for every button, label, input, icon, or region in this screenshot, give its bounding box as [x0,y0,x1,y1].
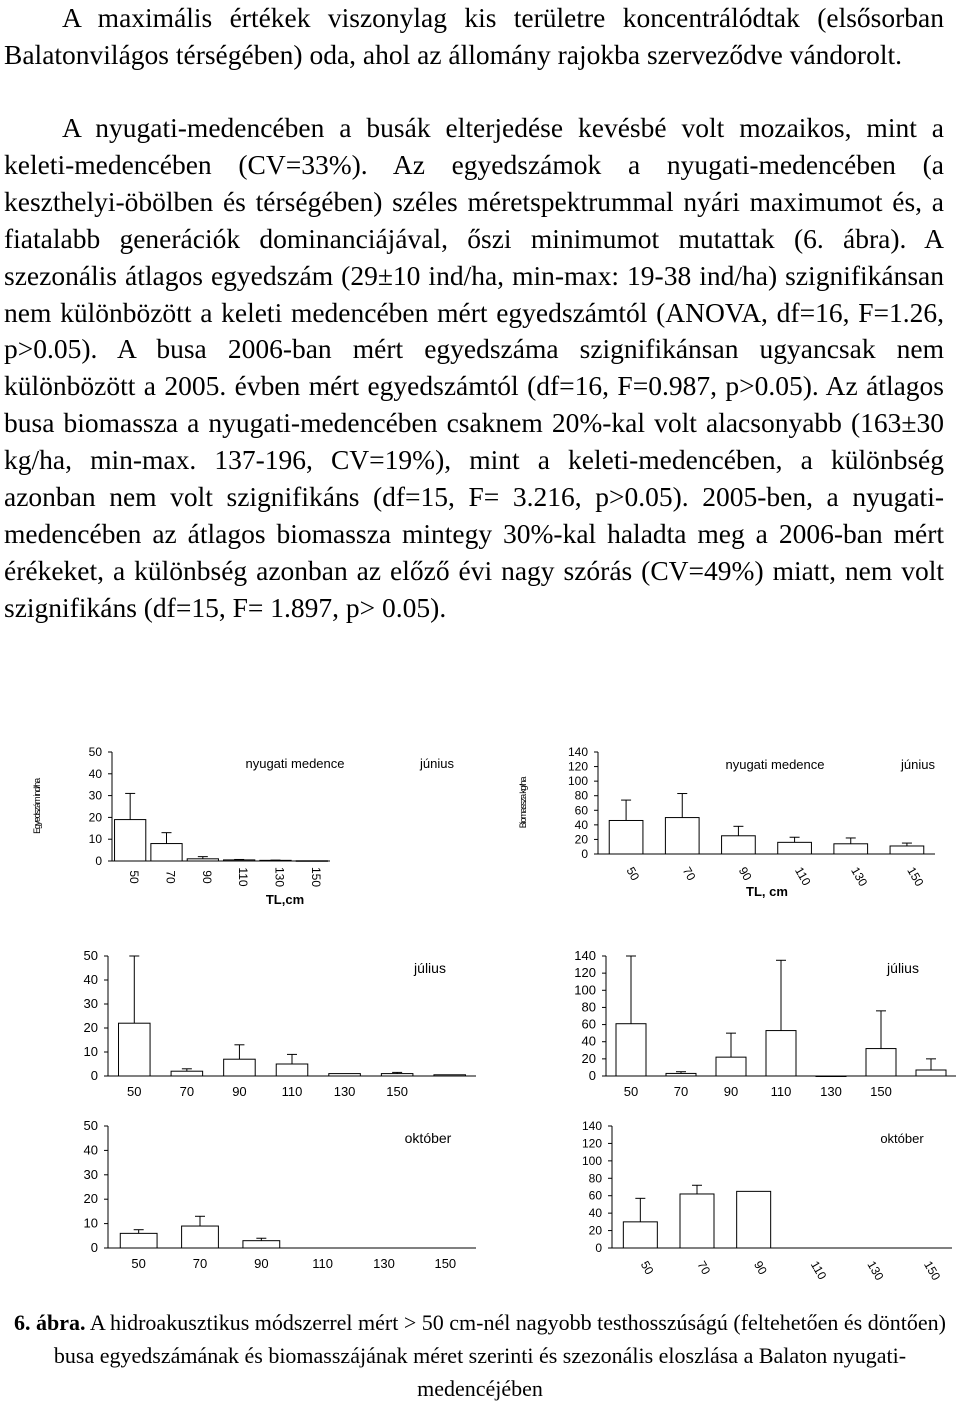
bar [609,820,643,854]
x-tick-label: 110 [791,864,814,889]
bar [224,860,255,861]
bar [680,1194,714,1248]
bar [665,818,699,854]
y-tick-label: 30 [83,1166,98,1182]
bar [329,1074,361,1076]
y-tick-label: 30 [83,996,98,1011]
x-tick-label: 90 [254,1256,269,1271]
x-tick-label: 90 [232,1084,247,1099]
bar [716,1057,746,1076]
bar [866,1049,896,1076]
x-tick-label: 130 [333,1084,356,1099]
y-tick-label: 60 [574,803,588,818]
chart-annotation: július [887,960,919,976]
y-tick-label: 120 [581,1136,602,1151]
y-tick-label: 120 [567,759,588,774]
y-tick-label: 0 [90,1240,98,1255]
bar [434,1075,466,1076]
y-tick-label: 80 [574,788,588,803]
bar [171,1071,203,1076]
x-tick-label: 50 [127,1084,142,1099]
bar [182,1226,219,1248]
caption-label: 6. ábra. [14,1310,86,1335]
paragraph-1: A maximális értékek viszonylag kis területre koncentrálódtak (elsősorban Balatonvilágos térségében) oda, ahol az állomány rajokba szerveződve vándorolt. [4,2,944,70]
y-tick-label: 100 [581,1153,602,1168]
y-tick-label: 40 [581,1033,596,1049]
y-tick-label: 0 [595,1241,602,1255]
bar [737,1191,771,1248]
y-tick-label: 10 [83,1215,98,1231]
bar [890,846,924,854]
chart-title: nyugati medence [725,757,825,772]
x-tick-label: 110 [281,1084,303,1099]
x-tick-label: 150 [870,1084,892,1099]
x-tick-label: 70 [679,864,699,884]
bar [151,844,182,861]
bar [187,859,218,861]
y-tick-label: 50 [83,1118,98,1133]
y-tick-label: 20 [83,1020,98,1035]
y-tick-label: 20 [574,832,588,847]
bar [623,1222,657,1248]
x-tick-label: 50 [637,1258,657,1278]
paragraph-2: A nyugati-medencében a busák elterjedése kevésbé volt mozaikos, mint a keleti-medencében (CV=33%). Az egyedszámok a nyugati-medencében (a keszthelyi-öbölben és térségében) széles méretspektrummal nyári maximumot és, a fiatalabb generációk dominanciájával, őszi minimumot mutattak (6. ábra). A szezonális átlagos egyedszám (29±10 ind/ha, min-max: 19-38 ind/ha) szignifikánsan nem különbözött a keleti medencében mért egyedszámtól (ANOVA, df=16, F=1.26, p>0.05). A busa 2006-ban mért egyedszáma szignifikánsan ugyancsak nem különbözött a 2005. évben mért egyedszámtól (df=16, F=0.987, p>0.05). Az átlagos busa biomassza a nyugati-medencében csaknem 20%-kal volt alacsonyabb (163±30 kg/ha, min-max. 137-196, CV=19%), mint a keleti-medencében, a különbség azonban nem volt szignifikáns (df=15, F= 3.216, p>0.05). 2005-ben, a nyugati-medencében az átlagos biomassza mintegy 30%-kal haladta meg a 2006-ban mért érékeket, a különbség azonban az előző évi nagy szórás (CV=49%) miatt, nem volt szignifikáns (df=15, F= 1.897, p> 0.05). [4,112,944,623]
y-tick-label: 40 [88,766,102,781]
x-tick-label: 90 [735,864,755,884]
y-tick-label: 0 [90,1068,98,1083]
y-tick-label: 30 [88,788,102,803]
x-tick-label: 70 [179,1084,195,1099]
x-tick-label: 50 [131,1256,146,1271]
bar [816,1076,846,1077]
x-tick-label: 150 [308,866,323,888]
caption-text: A hidroakusztikus módszerrel mért > 50 cm-nél nagyobb testhosszúságú (feltehetően és döntően) busa egyedszámának és biomasszájának méret szerinti és szezonális eloszlása a Balaton nyugati-medencéjében [53,1310,946,1401]
x-tick-label: 130 [272,866,287,888]
x-tick-label: 110 [236,867,251,887]
chart-title: nyugati medence [245,756,345,771]
x-tick-label: 150 [434,1256,457,1271]
figure-caption [0,1306,960,1405]
x-tick-label: 90 [723,1084,739,1099]
x-axis-label: TL,cm [265,892,305,907]
y-tick-label: 100 [574,982,596,998]
y-tick-label: 140 [574,948,596,963]
y-tick-label: 50 [88,745,102,759]
x-tick-label: 50 [127,870,142,884]
x-axis-label: TL, cm [746,884,788,899]
y-tick-label: 20 [83,1191,98,1207]
x-tick-label: 150 [921,1258,944,1283]
bar [916,1070,946,1076]
bar [119,1023,151,1076]
x-tick-label: 70 [673,1084,689,1099]
bar [381,1074,413,1076]
x-tick-label: 130 [848,864,871,889]
chart-annotation: június [420,756,454,771]
chart-annotation: október [404,1130,452,1146]
y-axis-label: Biomassza kg/ha [518,777,528,829]
bar [260,860,291,861]
y-tick-label: 20 [581,1050,596,1066]
x-tick-label: 130 [820,1084,842,1099]
x-tick-label: 70 [163,870,178,884]
y-tick-label: 0 [581,847,588,861]
y-tick-label: 140 [567,745,588,759]
bar [666,1073,696,1076]
chart-annotation: október [880,1131,924,1146]
y-tick-label: 80 [581,999,596,1015]
y-tick-label: 40 [588,1206,602,1221]
y-tick-label: 100 [567,774,588,789]
bar [616,1024,646,1076]
y-tick-label: 20 [88,810,102,825]
bar [276,1064,308,1076]
x-tick-label: 70 [192,1256,208,1271]
bar [766,1031,796,1076]
bar [778,842,812,854]
x-tick-label: 110 [770,1084,792,1099]
x-tick-label: 150 [904,864,927,889]
y-tick-label: 120 [574,965,596,981]
y-tick-label: 20 [588,1223,602,1238]
x-tick-label: 90 [751,1258,770,1278]
x-tick-label: 110 [807,1258,830,1283]
y-tick-label: 80 [588,1171,602,1186]
x-tick-label: 90 [199,870,214,884]
y-tick-label: 0 [95,854,102,868]
bar [120,1233,157,1248]
y-tick-label: 40 [83,972,98,987]
y-tick-label: 40 [574,817,588,832]
bar [296,861,327,862]
y-axis-label: Egyedszám ind/ha [32,779,42,834]
x-tick-label: 130 [864,1258,887,1283]
y-tick-label: 40 [83,1142,98,1158]
x-tick-label: 150 [386,1084,408,1099]
x-tick-label: 50 [623,864,643,884]
x-tick-label: 70 [694,1258,714,1278]
bar [834,844,868,854]
y-tick-label: 140 [581,1119,602,1133]
y-tick-label: 60 [588,1188,602,1203]
chart-annotation: július [414,960,446,976]
bar [115,820,146,861]
x-tick-label: 110 [312,1256,334,1271]
y-tick-label: 50 [83,948,98,963]
y-tick-label: 10 [88,832,102,847]
bar [224,1059,256,1076]
chart-annotation: június [901,757,935,772]
bar [243,1241,280,1248]
x-tick-label: 50 [623,1084,639,1099]
bar [722,836,756,854]
y-tick-label: 0 [588,1068,596,1083]
y-tick-label: 10 [83,1044,98,1059]
y-tick-label: 60 [581,1016,596,1032]
x-tick-label: 130 [373,1256,395,1271]
